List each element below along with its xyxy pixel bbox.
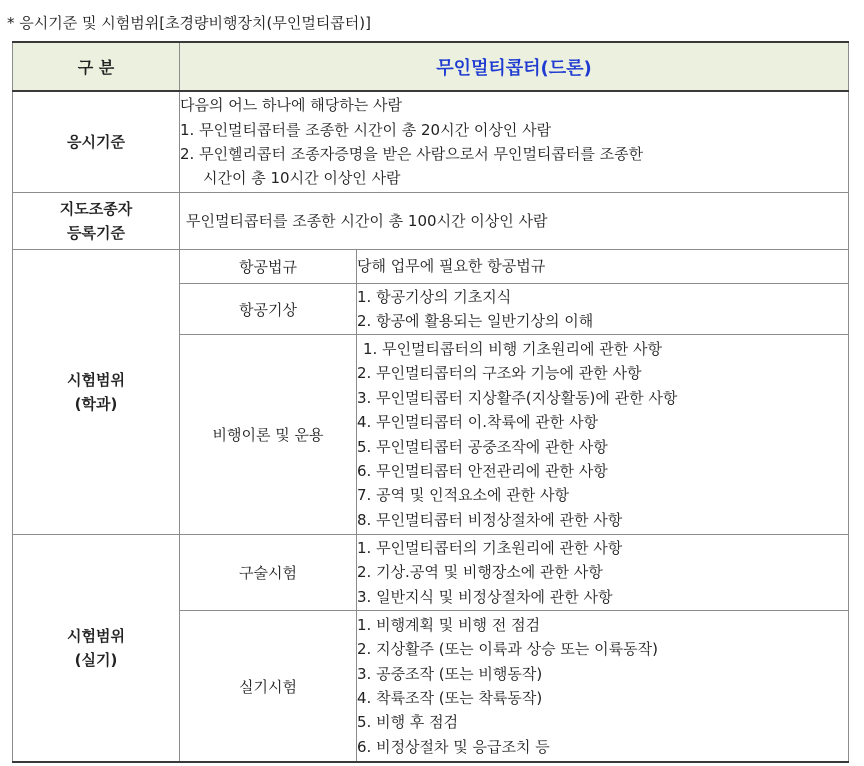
- practical-title-2: (실기): [74, 651, 118, 669]
- subject-item: 6. 비정상절차 및 응급조치 등: [357, 737, 550, 756]
- subject-item: 3. 일반지식 및 비정상절차에 관한 사항: [357, 587, 613, 606]
- written-title: [13, 250, 180, 535]
- eligibility-title: 응시기준: [13, 91, 180, 193]
- subject-item: 2. 항공에 활용되는 일반기상의 이해: [357, 312, 594, 330]
- subject-name: 항공기상: [180, 284, 357, 335]
- subject-item: 1. 항공기상의 기초지식: [357, 287, 512, 306]
- practical-title: [13, 535, 180, 763]
- eligibility-body: [180, 91, 849, 193]
- written-title-2: (학과): [74, 395, 118, 413]
- instructor-line: 무인멀티콥터를 조종한 시간이 총 100시간 이상인 사람: [186, 211, 548, 230]
- eligibility-line: 다음의 어느 하나에 해당하는 사람: [180, 96, 402, 115]
- subject-item: 1. 비행계획 및 비행 전 점검: [357, 615, 541, 634]
- subject-items: [357, 335, 849, 535]
- header-drone: 무인멀티콥터(드론): [180, 42, 849, 91]
- subject-item: 7. 공역 및 인적요소에 관한 사항: [357, 486, 570, 505]
- subject-item: 8. 무인멀티콥터 비정상절차에 관한 사항: [357, 510, 623, 529]
- subject-item: 당해 업무에 필요한 항공법규: [357, 257, 546, 276]
- requirements-table: [12, 41, 849, 763]
- subject-item: 2. 무인멀티콥터의 구조와 기능에 관한 사항: [357, 364, 642, 383]
- practical-title-1: 시험범위: [67, 627, 125, 645]
- written-title-1: 시험범위: [67, 371, 125, 389]
- subject-item: 6. 무인멀티콥터 안전관리에 관한 사항: [357, 461, 608, 480]
- header-row: [13, 42, 849, 91]
- instructor-row: [13, 193, 849, 250]
- practical-row-oral: [13, 535, 849, 611]
- caption: * 응시기준 및 시험범위[초경량비행장치(무인멀티콥터)]: [7, 14, 371, 32]
- instructor-title-1: 지도조종자: [59, 200, 133, 218]
- subject-item: 4. 무인멀티콥터 이.착륙에 관한 사항: [357, 413, 599, 432]
- subject-item: 1. 무인멀티콥터의 기초원리에 관한 사항: [357, 538, 623, 557]
- subject-item: 3. 무인멀티콥터 지상활주(지상활동)에 관한 사항: [357, 388, 678, 407]
- subject-items: [357, 611, 849, 763]
- subject-items: [357, 284, 849, 335]
- header-category: 구 분: [13, 42, 180, 91]
- subject-items: [357, 535, 849, 611]
- instructor-body: [180, 193, 849, 250]
- subject-item: 1. 무인멀티콥터의 비행 기초원리에 관한 사항: [363, 339, 662, 358]
- subject-items: [357, 250, 849, 284]
- subject-item: 4. 착륙조작 (또는 착륙동작): [357, 689, 543, 707]
- subject-item: 2. 지상활주 (또는 이륙과 상승 또는 이륙동작): [357, 640, 658, 659]
- subject-item: 5. 비행 후 점검: [357, 713, 459, 732]
- eligibility-line: 1. 무인멀티콥터를 조종한 시간이 총 20시간 이상인 사람: [180, 120, 552, 139]
- subject-item: 5. 무인멀티콥터 공중조작에 관한 사항: [357, 437, 608, 456]
- eligibility-row: [13, 91, 849, 193]
- subject-item: 3. 공중조작 (또는 비행동작): [357, 664, 543, 683]
- written-row-law: [13, 250, 849, 284]
- eligibility-line: 시간이 총 10시간 이상인 사람: [203, 169, 401, 188]
- subject-name: 실기시험: [180, 611, 357, 763]
- eligibility-line: 2. 무인헬리콥터 조종자증명을 받은 사람으로서 무인멀티콥터를 조종한: [180, 145, 644, 163]
- subject-name: 비행이론 및 운용: [180, 335, 357, 535]
- subject-name: 항공법규: [180, 250, 357, 284]
- subject-item: 2. 기상.공역 및 비행장소에 관한 사항: [357, 563, 603, 582]
- subject-name: 구술시험: [180, 535, 357, 611]
- instructor-title-2: 등록기준: [67, 224, 125, 242]
- instructor-title: [13, 193, 180, 250]
